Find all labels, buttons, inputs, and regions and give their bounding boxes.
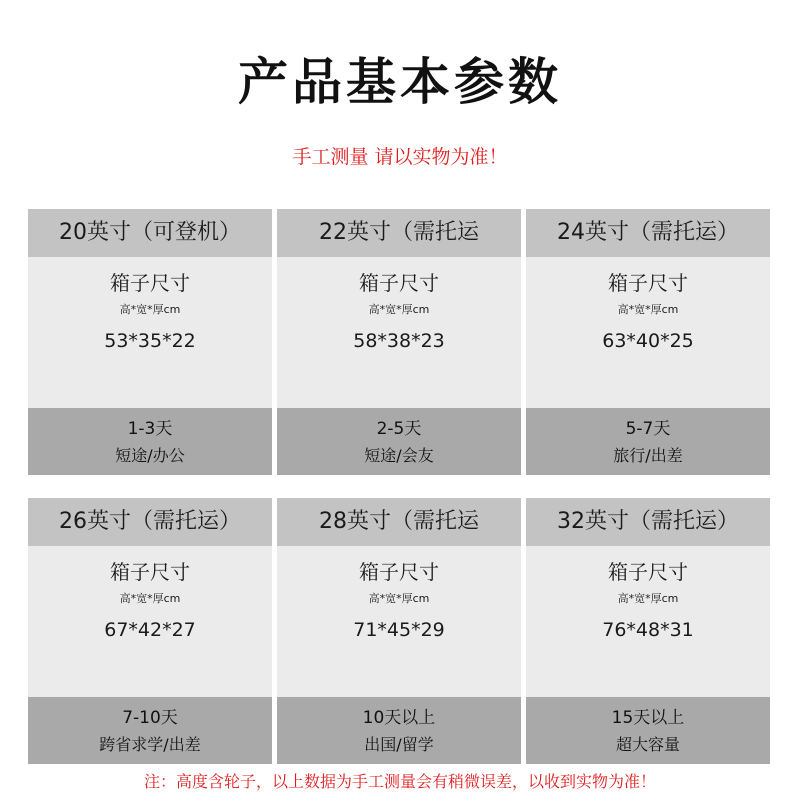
size-card-footer (277, 408, 521, 475)
size-card-body (526, 546, 770, 697)
size-card-22 (277, 209, 521, 475)
dimension-unit-label: 高*宽*厚cm (119, 303, 181, 316)
trip-usage: 短途/办公 (115, 446, 185, 465)
size-card-footer (526, 408, 770, 475)
size-card-footer (28, 697, 272, 764)
size-card-28 (277, 498, 521, 764)
size-card-body (277, 257, 521, 408)
size-card-header: 28英寸（需托运 (277, 498, 521, 546)
size-card-header: 24英寸（需托运） (526, 209, 770, 257)
size-card-footer (526, 697, 770, 764)
box-size-label: 箱子尺寸 (608, 560, 688, 584)
size-card-20 (28, 209, 272, 475)
dimension-unit-label: 高*宽*厚cm (368, 303, 430, 316)
trip-usage: 出国/留学 (364, 735, 434, 754)
trip-days: 1-3天 (127, 419, 173, 439)
trip-usage: 短途/会友 (364, 446, 434, 465)
size-card-header: 20英寸（可登机） (28, 209, 272, 257)
size-card-header: 22英寸（需托运 (277, 209, 521, 257)
box-size-label: 箱子尺寸 (608, 271, 688, 295)
size-card-header: 26英寸（需托运） (28, 498, 272, 546)
measurement-notice: 手工测量 请以实物为准！ (292, 146, 508, 168)
trip-usage: 旅行/出差 (613, 446, 683, 465)
dimension-unit-label: 高*宽*厚cm (368, 592, 430, 605)
dimension-unit-label: 高*宽*厚cm (119, 592, 181, 605)
size-card-body (277, 546, 521, 697)
size-card-footer (28, 408, 272, 475)
box-size-label: 箱子尺寸 (359, 271, 439, 295)
trip-days: 15天以上 (611, 708, 685, 728)
trip-days: 10天以上 (362, 708, 436, 728)
trip-days: 2-5天 (376, 419, 422, 439)
size-card-body (526, 257, 770, 408)
box-size-label: 箱子尺寸 (110, 560, 190, 584)
dimension-unit-label: 高*宽*厚cm (617, 592, 679, 605)
size-card-24 (526, 209, 770, 475)
trip-usage: 跨省求学/出差 (99, 735, 201, 754)
box-size-label: 箱子尺寸 (359, 560, 439, 584)
size-card-header: 32英寸（需托运） (526, 498, 770, 546)
size-card-26 (28, 498, 272, 764)
dimension-value: 58*38*23 (353, 330, 445, 352)
dimension-value: 71*45*29 (353, 619, 445, 641)
page-title: 产品基本参数 (238, 53, 562, 111)
measurement-footnote: 注：高度含轮子，以上数据为手工测量会有稍微误差，以收到实物为准！ (143, 772, 656, 791)
size-card-32 (526, 498, 770, 764)
dimension-value: 67*42*27 (104, 619, 196, 641)
size-card-body (28, 546, 272, 697)
dimension-value: 53*35*22 (104, 330, 196, 352)
dimension-unit-label: 高*宽*厚cm (617, 303, 679, 316)
dimension-value: 76*48*31 (602, 619, 694, 641)
dimension-value: 63*40*25 (602, 330, 694, 352)
trip-days: 7-10天 (122, 708, 178, 728)
trip-days: 5-7天 (625, 419, 671, 439)
size-card-body (28, 257, 272, 408)
size-card-footer (277, 697, 521, 764)
box-size-label: 箱子尺寸 (110, 271, 190, 295)
trip-usage: 超大容量 (615, 735, 680, 754)
